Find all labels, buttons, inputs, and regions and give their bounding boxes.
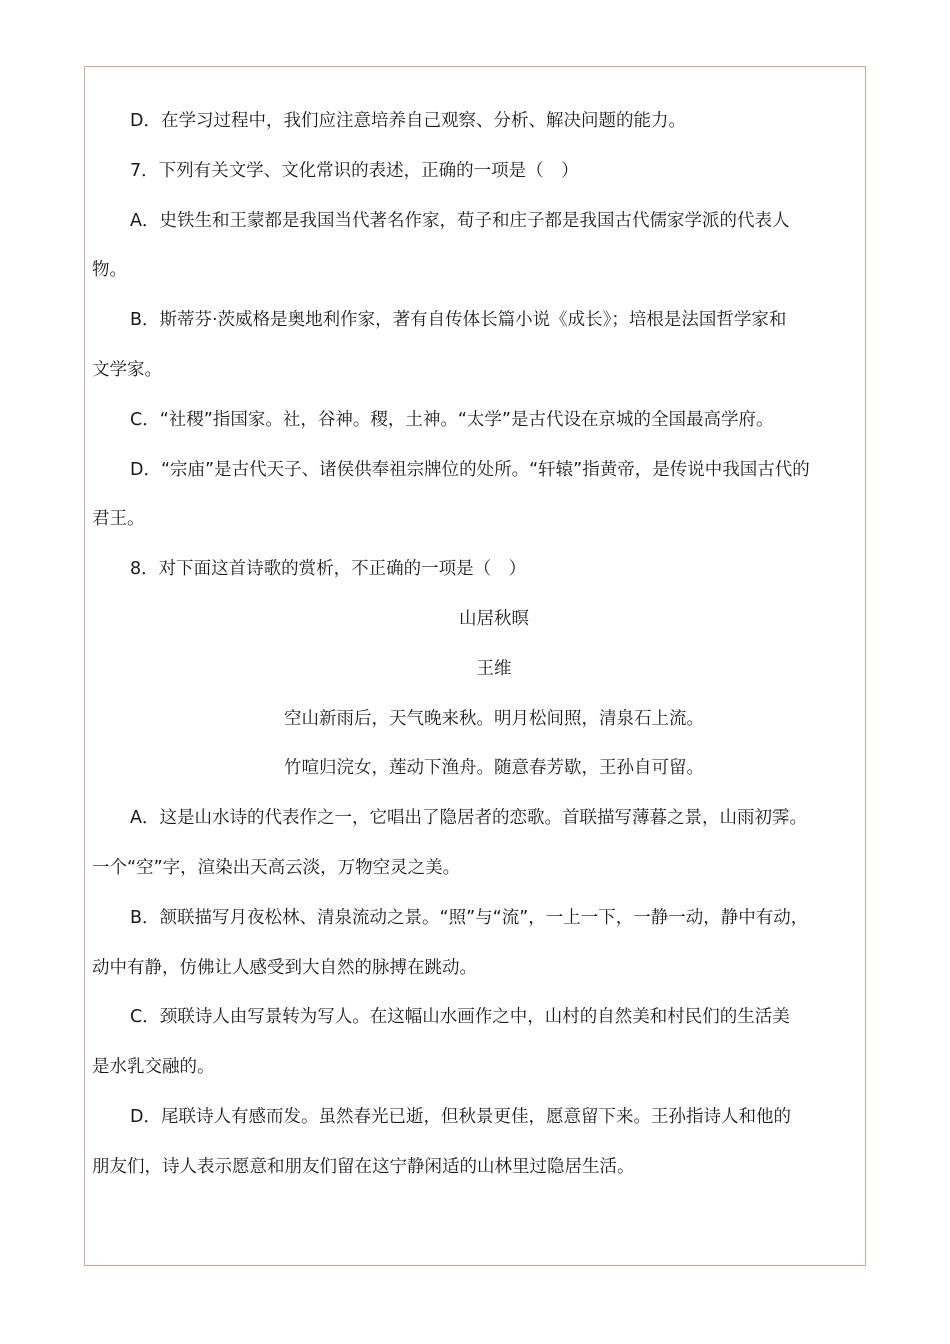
q7-option-c: C．“社稷”指国家。社，谷神。稷，土神。“太学”是古代设在京城的全国最高学府。: [130, 409, 774, 430]
q7-option-b: B．斯蒂芬·茨威格是奥地利作家，著有自传体长篇小说《成长》；培根是法国哲学家和: [130, 310, 787, 331]
q8-option-c-continued: 是水乳交融的。: [92, 1057, 215, 1078]
q8-option-a: A．这是山水诗的代表作之一，它唱出了隐居者的恋歌。首联描写薄暮之景，山雨初霁。: [130, 808, 807, 829]
q8-stem: 8．对下面这首诗歌的赏析，不正确的一项是（ ）: [130, 559, 527, 580]
poem-author: 王维: [476, 658, 512, 679]
q7-option-d: D．“宗庙”是古代天子、诸侯供奉祖宗牌位的处所。“轩辕”指黄帝，是传说中我国古代的: [130, 459, 810, 480]
q7-option-b-continued: 文学家。: [92, 359, 162, 380]
poem-title: 山居秋暝: [459, 608, 529, 629]
q8-option-c: C．颈联诗人由写景转为写人。在这幅山水画作之中，山村的自然美和村民们的生活美: [130, 1007, 790, 1028]
q8-option-a-continued: 一个“空”字，渲染出天高云淡，万物空灵之美。: [92, 857, 461, 878]
q7-option-a-continued: 物。: [92, 260, 127, 281]
q7-option-a: A．史铁生和王蒙都是我国当代著名作家，荀子和庄子都是我国古代儒家学派的代表人: [130, 210, 790, 231]
q8-option-b-continued: 动中有静，仿佛让人感受到大自然的脉搏在跳动。: [92, 957, 477, 978]
q6-option-d: D．在学习过程中，我们应注意培养自己观察、分析、解决问题的能力。: [130, 111, 686, 131]
q8-option-b: B．颔联描写月夜松林、清泉流动之景。“照”与“流”，一上一下，一静一动，静中有动，: [130, 907, 809, 928]
poem-line-1: 空山新雨后，天气晚来秋。明月松间照，清泉石上流。: [284, 708, 704, 729]
q7-option-d-continued: 君王。: [92, 509, 145, 530]
q7-stem: 7．下列有关文学、文化常识的表述，正确的一项是（ ）: [130, 160, 579, 181]
document-body: [92, 97, 862, 1193]
q8-option-d: D．尾联诗人有感而发。虽然春光已逝，但秋景更佳，愿意留下来。王孙指诗人和他的: [130, 1106, 791, 1127]
poem-line-2: 竹喧归浣女，莲动下渔舟。随意春芳歇，王孙自可留。: [284, 758, 704, 779]
q8-option-d-continued: 朋友们，诗人表示愿意和朋友们留在这宁静闲适的山林里过隐居生活。: [92, 1156, 635, 1177]
